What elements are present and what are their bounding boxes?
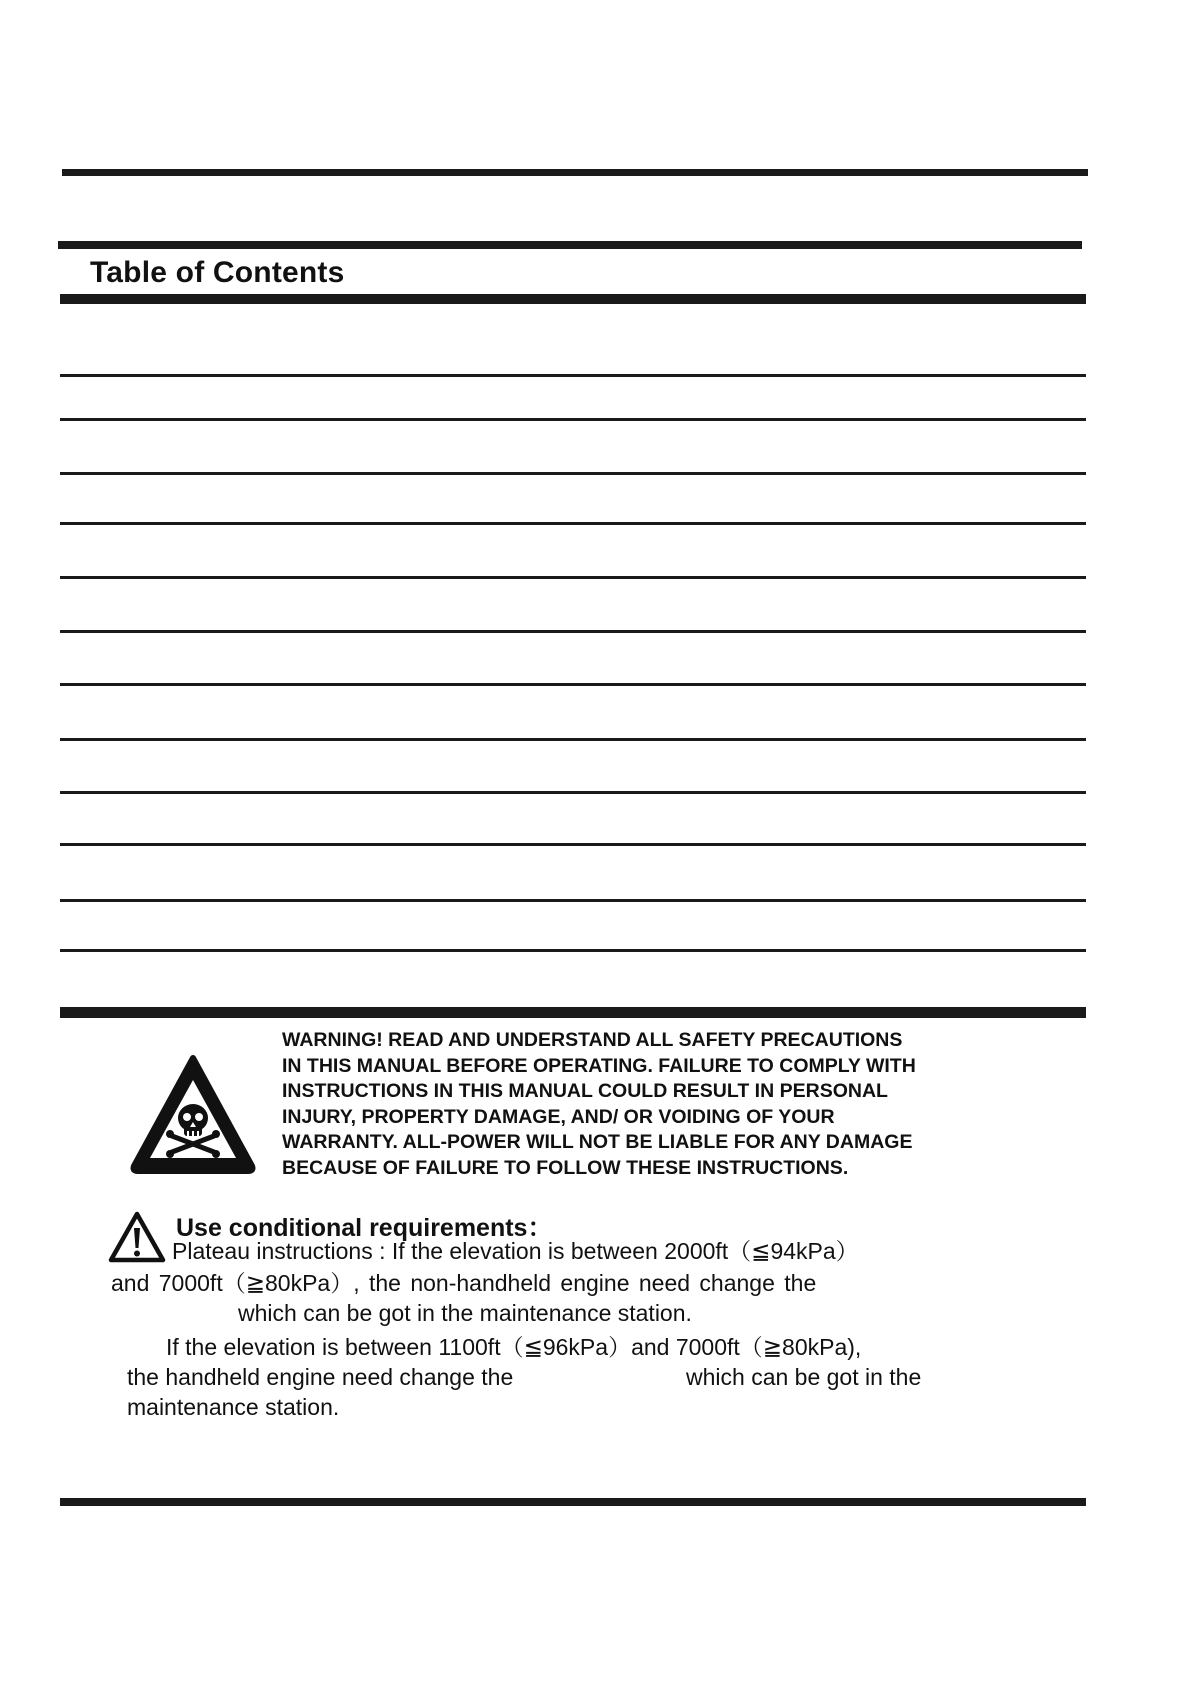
toc-row <box>60 584 1086 632</box>
toc-row <box>60 328 1086 376</box>
warning-text <box>282 1028 962 1181</box>
handheld-line-2b: which can be got in the <box>686 1364 922 1390</box>
bottom-divider <box>60 1498 1086 1506</box>
toc-row <box>60 692 1086 740</box>
warning-line: BECAUSE OF FAILURE TO FOLLOW THESE INSTRUCTIONS. <box>282 1156 849 1179</box>
requirements-title: Use conditional requirements： <box>176 1214 553 1242</box>
top-divider <box>62 169 1088 176</box>
handheld-line-2a: the handheld engine need change the <box>127 1364 514 1390</box>
warning-top-divider <box>60 1007 1086 1018</box>
title-top-divider <box>58 241 1082 249</box>
toc-row <box>60 372 1086 420</box>
warning-line: INJURY, PROPERTY DAMAGE, AND/ OR VOIDING OF YOUR <box>282 1105 835 1128</box>
warning-line: WARRANTY. ALL-POWER WILL NOT BE LIABLE FOR ANY DAMAGE <box>282 1131 913 1153</box>
toc-row <box>60 426 1086 474</box>
plateau-line-2: and 7000ft（≧80kPa）, the non-handheld engine need change the <box>111 1270 817 1296</box>
toc-row <box>60 903 1086 951</box>
title-bottom-divider <box>60 294 1086 304</box>
handheld-line-3: maintenance station. <box>127 1394 340 1420</box>
warning-line: INSTRUCTIONS IN THIS MANUAL COULD RESULT IN PERSONAL <box>282 1080 888 1102</box>
toc-row <box>60 476 1086 524</box>
toc-row <box>60 530 1086 578</box>
handheld-line-1: If the elevation is between 1100ft（≦96kPa）and 7000ft（≧80kPa), <box>166 1334 862 1360</box>
toc-row <box>60 637 1086 685</box>
plateau-line-3: which can be got in the maintenance station. <box>238 1300 692 1326</box>
toc-row <box>60 797 1086 845</box>
exclamation-triangle-icon <box>108 1210 166 1264</box>
skull-crossbones-triangle-icon <box>128 1050 258 1176</box>
toc-row <box>60 745 1086 793</box>
warning-line: IN THIS MANUAL BEFORE OPERATING. FAILURE TO COMPLY WITH <box>282 1054 916 1077</box>
toc-row <box>60 853 1086 901</box>
page-title: Table of Contents <box>90 256 345 289</box>
warning-line: WARNING! READ AND UNDERSTAND ALL SAFETY PRECAUTIONS <box>282 1029 903 1051</box>
plateau-line-1: Plateau instructions : If the elevation is between 2000ft（≦94kPa） <box>172 1238 859 1264</box>
